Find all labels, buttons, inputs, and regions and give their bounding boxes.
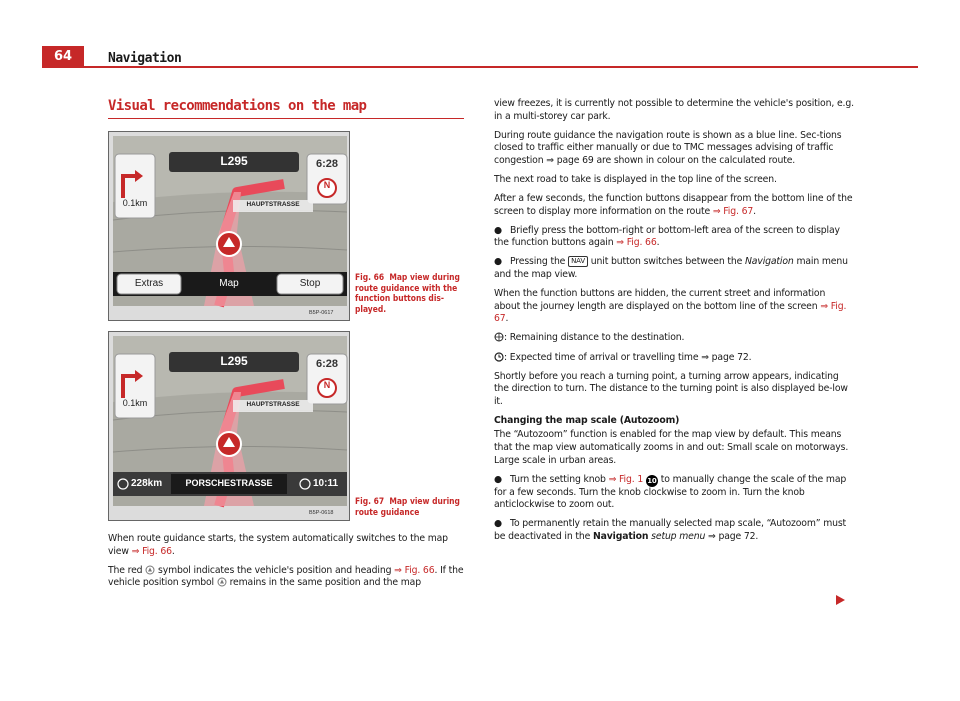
remaining-distance: 228km	[131, 478, 163, 489]
fig-66-link[interactable]: ⇒ Fig. 66	[131, 545, 172, 557]
stop-button[interactable]: Stop	[299, 278, 321, 289]
map-button[interactable]: Map	[219, 278, 239, 289]
figure-66-number: Fig. 66	[355, 272, 385, 282]
bullet-item: ● Turn the setting knob ⇒ Fig. 1 10 to manually change the scale of the map for a few seconds. Turn the knob clockwise to zoom in. Turn the knob anticlockwise to zoom out.	[494, 473, 847, 511]
paragraph: When the function buttons are hidden, the current street and information about the journey length are displayed on the bottom line of the screen ⇒ Fig. 67.	[494, 288, 847, 325]
road-label: L295	[220, 154, 248, 168]
paragraph: The red symbol indicates the vehicle's position and heading ⇒ Fig. 66. If the vehicle position symbol remains in the same position and the map	[108, 564, 464, 589]
arrival-time: 10:11	[313, 478, 339, 489]
paragraph: The next road to take is displayed in the top line of the screen.	[494, 173, 777, 185]
section-title: Visual recommendations on the map	[108, 98, 367, 114]
bullet-item: ● To permanently retain the manually selected map scale, “Autozoom” must be deactivated in the Navigation setup menu ⇒ page 72.	[494, 518, 847, 543]
nav-key-icon: NAV	[568, 256, 588, 267]
clock: 6:28	[315, 358, 339, 370]
turn-distance: 0.1km	[122, 198, 148, 208]
street-label: HAUPTSTRASSE	[246, 201, 300, 208]
extras-button[interactable]: Extras	[134, 278, 164, 289]
paragraph: : Expected time of arrival or travelling time ⇒ page 72.	[494, 352, 854, 365]
road-label: L295	[220, 354, 248, 368]
subheading: Changing the map scale (Autozoom)	[494, 414, 680, 426]
page-number-box	[42, 46, 84, 68]
fig-1-link[interactable]: ⇒ Fig. 1	[608, 473, 644, 485]
north-indicator: N	[323, 180, 331, 190]
callout-number: 10	[647, 476, 657, 485]
figure-code: B5P-0617	[309, 310, 334, 316]
paragraph: During route guidance the navigation route is shown as a blue line. Sec-tions closed to traffic either manually or due to TMC messages advising of traffic congestion ⇒ page 69 are shown in colour on the calculated route.	[494, 129, 842, 166]
figure-67-number: Fig. 67	[355, 496, 385, 506]
vehicle-position-icon	[217, 577, 227, 587]
paragraph: : Remaining distance to the destination.	[494, 332, 854, 345]
fig-66-link[interactable]: ⇒ Fig. 66	[394, 564, 435, 576]
bullet-icon: ●	[494, 518, 502, 530]
clock: 6:28	[315, 158, 339, 170]
figure-67-caption	[355, 496, 467, 517]
bullet-icon: ●	[494, 473, 502, 485]
vehicle-position-icon	[145, 565, 155, 575]
figure-67-text: Map view during route guidance	[355, 496, 460, 517]
paragraph: Shortly before you reach a turning point, a turning arrow appears, indicating the direction to turn. The distance to the turning point is also displayed be-low it.	[494, 370, 848, 407]
fig-67-link[interactable]: ⇒ Fig. 67	[712, 205, 754, 217]
header-rule	[84, 66, 918, 68]
paragraph: view freezes, it is currently not possible to determine the vehicle's position, e.g. in a multi-storey car park.	[494, 98, 854, 122]
bullet-item: ● Briefly press the bottom-right or bottom-left area of the screen to display the function buttons again ⇒ Fig. 66.	[494, 224, 840, 249]
page-number: 64	[53, 49, 73, 64]
left-column	[108, 533, 466, 596]
fig-66-link[interactable]: ⇒ Fig. 66	[616, 237, 657, 249]
figure-66-caption	[355, 272, 467, 314]
continue-arrow-icon	[834, 594, 846, 606]
paragraph: The “Autozoom” function is enabled for the map view by default. This means that the map view automatically zooms in and out: Small scale on motorways. Large scale in urban areas.	[494, 429, 849, 466]
north-indicator: N	[323, 380, 331, 390]
bullet-item: ● Pressing the NAV unit button switches between the Navigation main menu and the map view.	[494, 256, 848, 281]
figure-66-map-view	[108, 131, 350, 321]
destination-icon	[494, 332, 504, 342]
figure-code: B5P-0618	[309, 510, 334, 516]
figure-67-map-view	[108, 331, 350, 521]
paragraph: After a few seconds, the function buttons disappear from the bottom line of the screen to display more information on the route ⇒ Fig. 67.	[494, 193, 853, 217]
clock-icon	[494, 352, 504, 362]
right-column	[494, 98, 854, 550]
fig-67-link[interactable]: ⇒ Fig. 67	[494, 300, 847, 325]
bullet-icon: ●	[494, 256, 502, 268]
paragraph: When route guidance starts, the system automatically switches to the map view ⇒ Fig. 66.	[108, 533, 448, 557]
street-label: HAUPTSTRASSE	[246, 401, 300, 408]
bullet-icon: ●	[494, 224, 502, 236]
figure-66-text: Map view during route guidance with the function buttons dis-played.	[355, 272, 460, 314]
turn-distance: 0.1km	[122, 398, 148, 408]
current-street: PORSCHESTRASSE	[185, 478, 273, 488]
chapter-title: Navigation	[108, 51, 182, 66]
section-rule	[108, 118, 464, 119]
